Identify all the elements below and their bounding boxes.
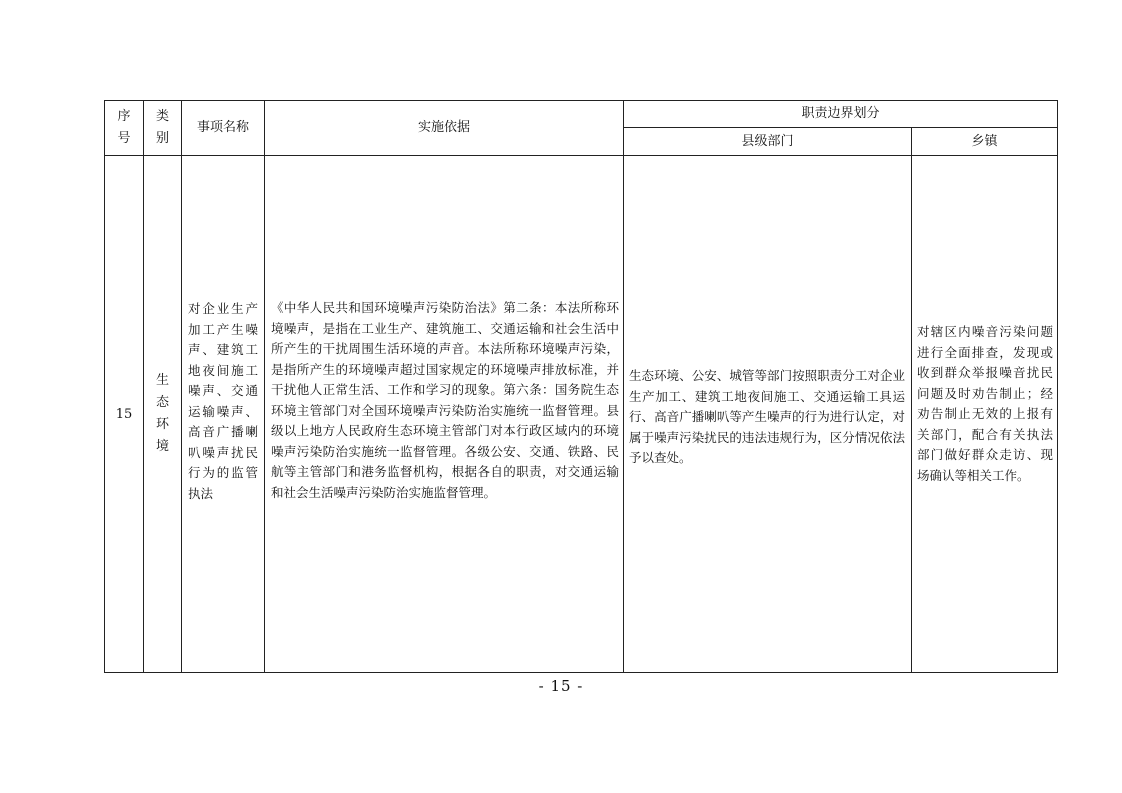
row-basis: 《中华人民共和国环境噪声污染防治法》第二条：本法所称环境噪声，是指在工业生产、建筑施工、交通运输和社会生活中所产生的干扰周围生活环境的声音。本法所称环境噪声污染，是指所产生的环境噪声超过国家规定的环境噪声排放标准，并干扰他人正常生活、工作和学习的现象。第六条：国务院生态环境主管部门对全国环境噪声污染防治实施统一监督管理。县级以上地方人民政府生态环境主管部门对本行政区域内的环境噪声污染防治实施统一监督管理。各级公安、交通、铁路、民航等主管部门和港务监督机构，根据各自的职责，对交通运输和社会生活噪声污染防治实施监督管理。	[271, 300, 619, 500]
row-category: 生态环境	[155, 373, 169, 454]
table-row	[105, 156, 1057, 672]
row-county: 生态环境、公安、城管等部门按照职责分工对企业生产加工、建筑工地夜间施工、交通运输工具运行、高音广播喇叭等产生噪声的行为进行认定，对属于噪声污染扰民的违法违规行为，区分情况依法予以查处。	[629, 368, 905, 465]
row-item-name: 对企业生产加工产生噪声、建筑工地夜间施工噪声、交通运输噪声、高音广播喇叭噪声扰民行为的监管执法	[188, 301, 258, 501]
row-township: 对辖区内噪音污染问题进行全面排查，发现或收到群众举报噪音扰民问题及时劝告制止；经劝告制止无效的上报有关部门，配合有关执法部门做好群众走访、现场确认等相关工作。	[917, 324, 1053, 483]
header-seq: 序号	[117, 109, 131, 146]
header-county: 县级部门	[741, 133, 794, 149]
header-item-name: 事项名称	[196, 120, 249, 135]
page-number: - 15 -	[538, 677, 584, 695]
header-township: 乡镇	[971, 133, 998, 149]
header-category: 类别	[155, 109, 169, 146]
header-basis: 实施依据	[417, 120, 470, 135]
header-division: 职责边界划分	[801, 106, 880, 121]
row-seq: 15	[115, 406, 133, 422]
